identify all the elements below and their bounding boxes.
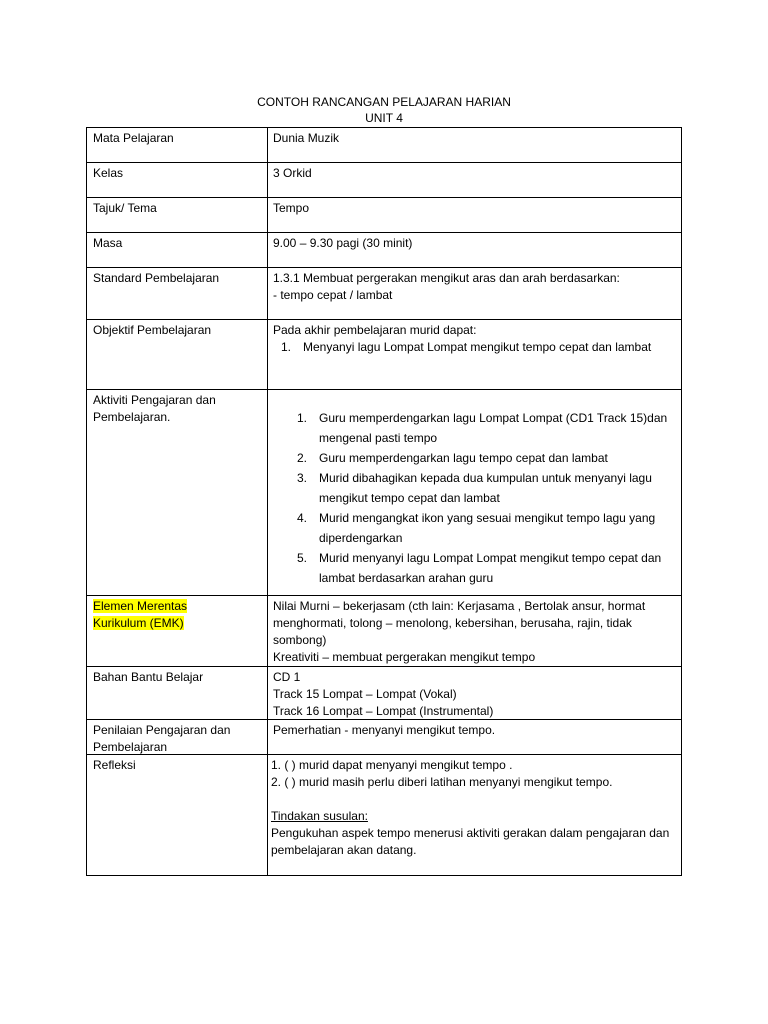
- refleksi-line: 1. ( ) murid dapat menyanyi mengikut tempo .: [271, 758, 513, 772]
- list-number: 3.: [297, 471, 308, 485]
- row-value: [273, 669, 677, 720]
- list-number: 1.: [297, 411, 308, 425]
- list-item: [289, 548, 677, 588]
- row-value: [273, 270, 677, 304]
- row-label: Mata Pelajaran: [93, 131, 174, 145]
- row-label: Refleksi: [93, 758, 136, 772]
- row-objektif: [86, 319, 682, 389]
- emk-kreativiti: Kreativiti – membuat pergerakan mengikut tempo: [273, 650, 536, 664]
- list-item: [289, 408, 677, 448]
- list-item: [289, 508, 677, 548]
- emk-label-line: Kurikulum (EMK): [93, 616, 184, 630]
- row-masa: [86, 232, 682, 267]
- list-number: 1.: [281, 340, 292, 354]
- row-refleksi: [86, 754, 682, 876]
- row-value: Pemerhatian - menyanyi mengikut tempo.: [273, 723, 496, 737]
- row-value: [271, 757, 675, 859]
- row-value: [273, 598, 677, 666]
- objektif-intro: Pada akhir pembelajaran murid dapat:: [273, 323, 477, 337]
- row-value: Tempo: [273, 201, 310, 215]
- row-label: Bahan Bantu Belajar: [93, 670, 204, 684]
- row-label: Aktiviti Pengajaran dan Pembelajaran.: [93, 393, 216, 424]
- list-text: Guru memperdengarkan lagu Lompat Lompat (CD1 Track 15)dan mengenal pasti tempo: [319, 411, 668, 445]
- bahan-line: CD 1: [273, 670, 301, 684]
- tindakan-heading: Tindakan susulan:: [271, 809, 368, 823]
- bahan-line: Track 15 Lompat – Lompat (Vokal): [273, 687, 457, 701]
- refleksi-line: 2. ( ) murid masih perlu diberi latihan menyanyi mengikut tempo.: [271, 775, 613, 789]
- row-kelas: [86, 162, 682, 197]
- row-label: Kelas: [93, 166, 124, 180]
- row-label: [93, 598, 261, 632]
- list-number: 5.: [297, 551, 308, 565]
- refleksi-line: Pengukuhan aspek tempo menerusi aktiviti gerakan dalam pengajaran dan pembelajaran akan datang.: [271, 826, 670, 857]
- row-tajuk: [86, 197, 682, 232]
- emk-nilai: Nilai Murni – bekerjasam (cth lain: Kerjasama , Bertolak ansur, hormat menghormati, tolong – menolong, kebersihan, berusaha, rajin, tidak sombong): [273, 599, 646, 647]
- emk-label-line: Elemen Merentas: [93, 599, 188, 613]
- row-emk: [86, 595, 682, 666]
- list-item: [289, 468, 677, 508]
- list-text: Murid mengangkat ikon yang sesuai mengikut tempo lagu yang diperdengarkan: [319, 511, 656, 545]
- document-subtitle: UNIT 4: [365, 111, 403, 125]
- row-value: [273, 322, 677, 356]
- row-aktiviti: [86, 389, 682, 595]
- list-text: Murid menyanyi lagu Lompat Lompat mengikut tempo cepat dan lambat berdasarkan arahan guru: [319, 551, 662, 585]
- row-value: Dunia Muzik: [273, 131, 340, 145]
- document-title: CONTOH RANCANGAN PELAJARAN HARIAN: [257, 95, 511, 109]
- row-value: 3 Orkid: [273, 166, 312, 180]
- row-penilaian: [86, 719, 682, 754]
- bahan-line: Track 16 Lompat – Lompat (Instrumental): [273, 704, 494, 718]
- row-value: 9.00 – 9.30 pagi (30 minit): [273, 236, 413, 250]
- list-text: Guru memperdengarkan lagu tempo cepat dan lambat: [319, 451, 608, 465]
- list-number: 2.: [297, 451, 308, 465]
- row-standard: [86, 267, 682, 319]
- row-mata-pelajaran: [86, 127, 682, 162]
- row-value: [273, 408, 677, 588]
- list-item: [289, 448, 677, 468]
- standard-line: - tempo cepat / lambat: [273, 288, 393, 302]
- standard-line: 1.3.1 Membuat pergerakan mengikut aras dan arah berdasarkan:: [273, 271, 620, 285]
- row-label: Standard Pembelajaran: [93, 271, 220, 285]
- row-label: Penilaian Pengajaran dan Pembelajaran: [93, 723, 231, 754]
- list-number: 4.: [297, 511, 308, 525]
- row-label: Masa: [93, 236, 123, 250]
- list-item: [273, 339, 677, 356]
- row-bahan: [86, 666, 682, 719]
- row-label: Tajuk/ Tema: [93, 201, 157, 215]
- list-text: Menyanyi lagu Lompat Lompat mengikut tempo cepat dan lambat: [303, 340, 652, 354]
- row-label: Objektif Pembelajaran: [93, 323, 212, 337]
- list-text: Murid dibahagikan kepada dua kumpulan untuk menyanyi lagu mengikut tempo cepat dan lambat: [319, 471, 652, 505]
